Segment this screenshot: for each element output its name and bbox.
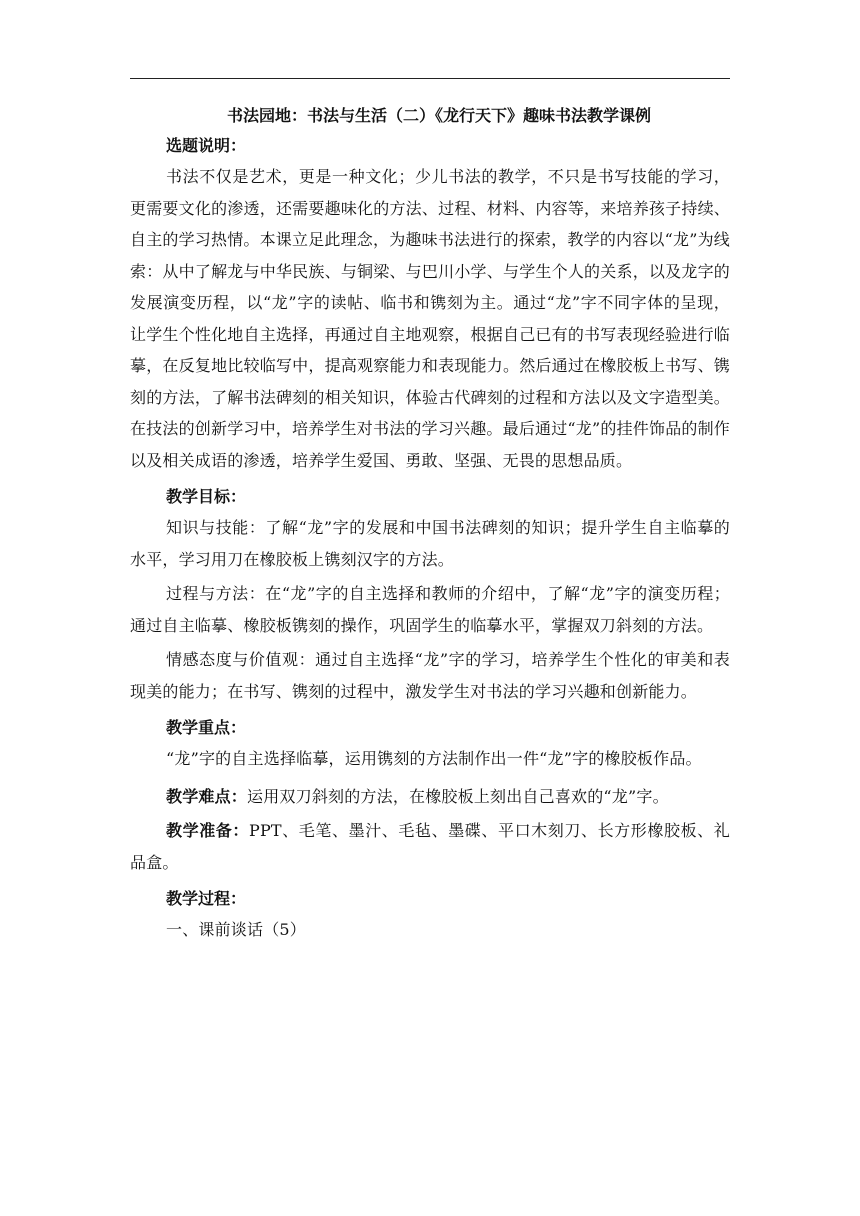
prep-label: 教学准备： — [166, 821, 249, 840]
difficulty-label: 教学难点： — [166, 786, 248, 806]
difficulty-paragraph — [130, 781, 730, 813]
key-body: “龙”字的自主选择临摹，运用镌刻的方法制作出一件“龙”字的橡胶板作品。 — [166, 749, 702, 768]
topic-body: 书法不仅是艺术，更是一种文化；少儿书法的教学，不只是书写技能的学习，更需要文化的渗透，还需要趣味化的方法、过程、材料、内容等，来培养孩子持续、自主的学习热情。本课立足此理念，为趣味书法进行的探索，教学的内容以“龙”为线索：从中了解龙与中华民族、与铜梁、与巴川小学、与学生个人的关系，以及龙字的发展演变历程，以“龙”字的读帖、临书和镌刻为主。通过“龙”字不同字体的呈现，让学生个性化地自主选择，再通过自主地观察，根据自己已有的书写表现经验进行临摹，在反复地比较临写中，提高观察能力和表现能力。然后通过在橡胶板上书写、镌刻的方法，了解书法碑刻的相关知识，体验古代碑刻的过程和方法以及文字造型美。在技法的创新学习中，培养学生对书法的学习兴趣。最后通过“龙”的挂件饰品的制作以及相关成语的渗透，培养学生爱国、勇敢、坚强、无畏的思想品质。 — [130, 167, 730, 470]
prep-body: PPT、毛笔、墨汁、毛毡、墨碟、平口木刻刀、长方形橡胶板、礼品盒。 — [130, 821, 730, 872]
document-body — [130, 101, 730, 949]
goals-knowledge: 知识与技能：了解“龙”字的发展和中国书法碑刻的知识；提升学生自主临摹的水平，学习用刀在橡胶板上镌刻汉字的方法。 — [130, 518, 730, 569]
goals-process: 过程与方法：在“龙”字的自主选择和教师的介绍中，了解“龙”字的演变历程；通过自主临摹、橡胶板镌刻的操作，巩固学生的临摹水平，掌握双刀斜刻的方法。 — [130, 584, 730, 635]
key-heading: 教学重点： — [166, 718, 247, 737]
process-step-1: 一、课前谈话（5） — [166, 920, 306, 939]
difficulty-body: 运用双刀斜刻的方法，在橡胶板上刻出自己喜欢的“龙”字。 — [247, 786, 669, 806]
goals-heading: 教学目标： — [166, 487, 247, 506]
process-heading: 教学过程： — [166, 889, 247, 908]
header-rule — [130, 78, 730, 79]
goals-emotion: 情感态度与价值观：通过自主选择“龙”字的学习，培养学生个性化的审美和表现美的能力；在书写、镌刻的过程中，激发学生对书法的学习兴趣和创新能力。 — [130, 650, 730, 701]
topic-heading: 选题说明： — [166, 136, 247, 155]
document-title: 书法园地：书法与生活（二）《龙行天下》趣味书法教学课例 — [226, 106, 651, 125]
prep-paragraph — [130, 815, 730, 878]
